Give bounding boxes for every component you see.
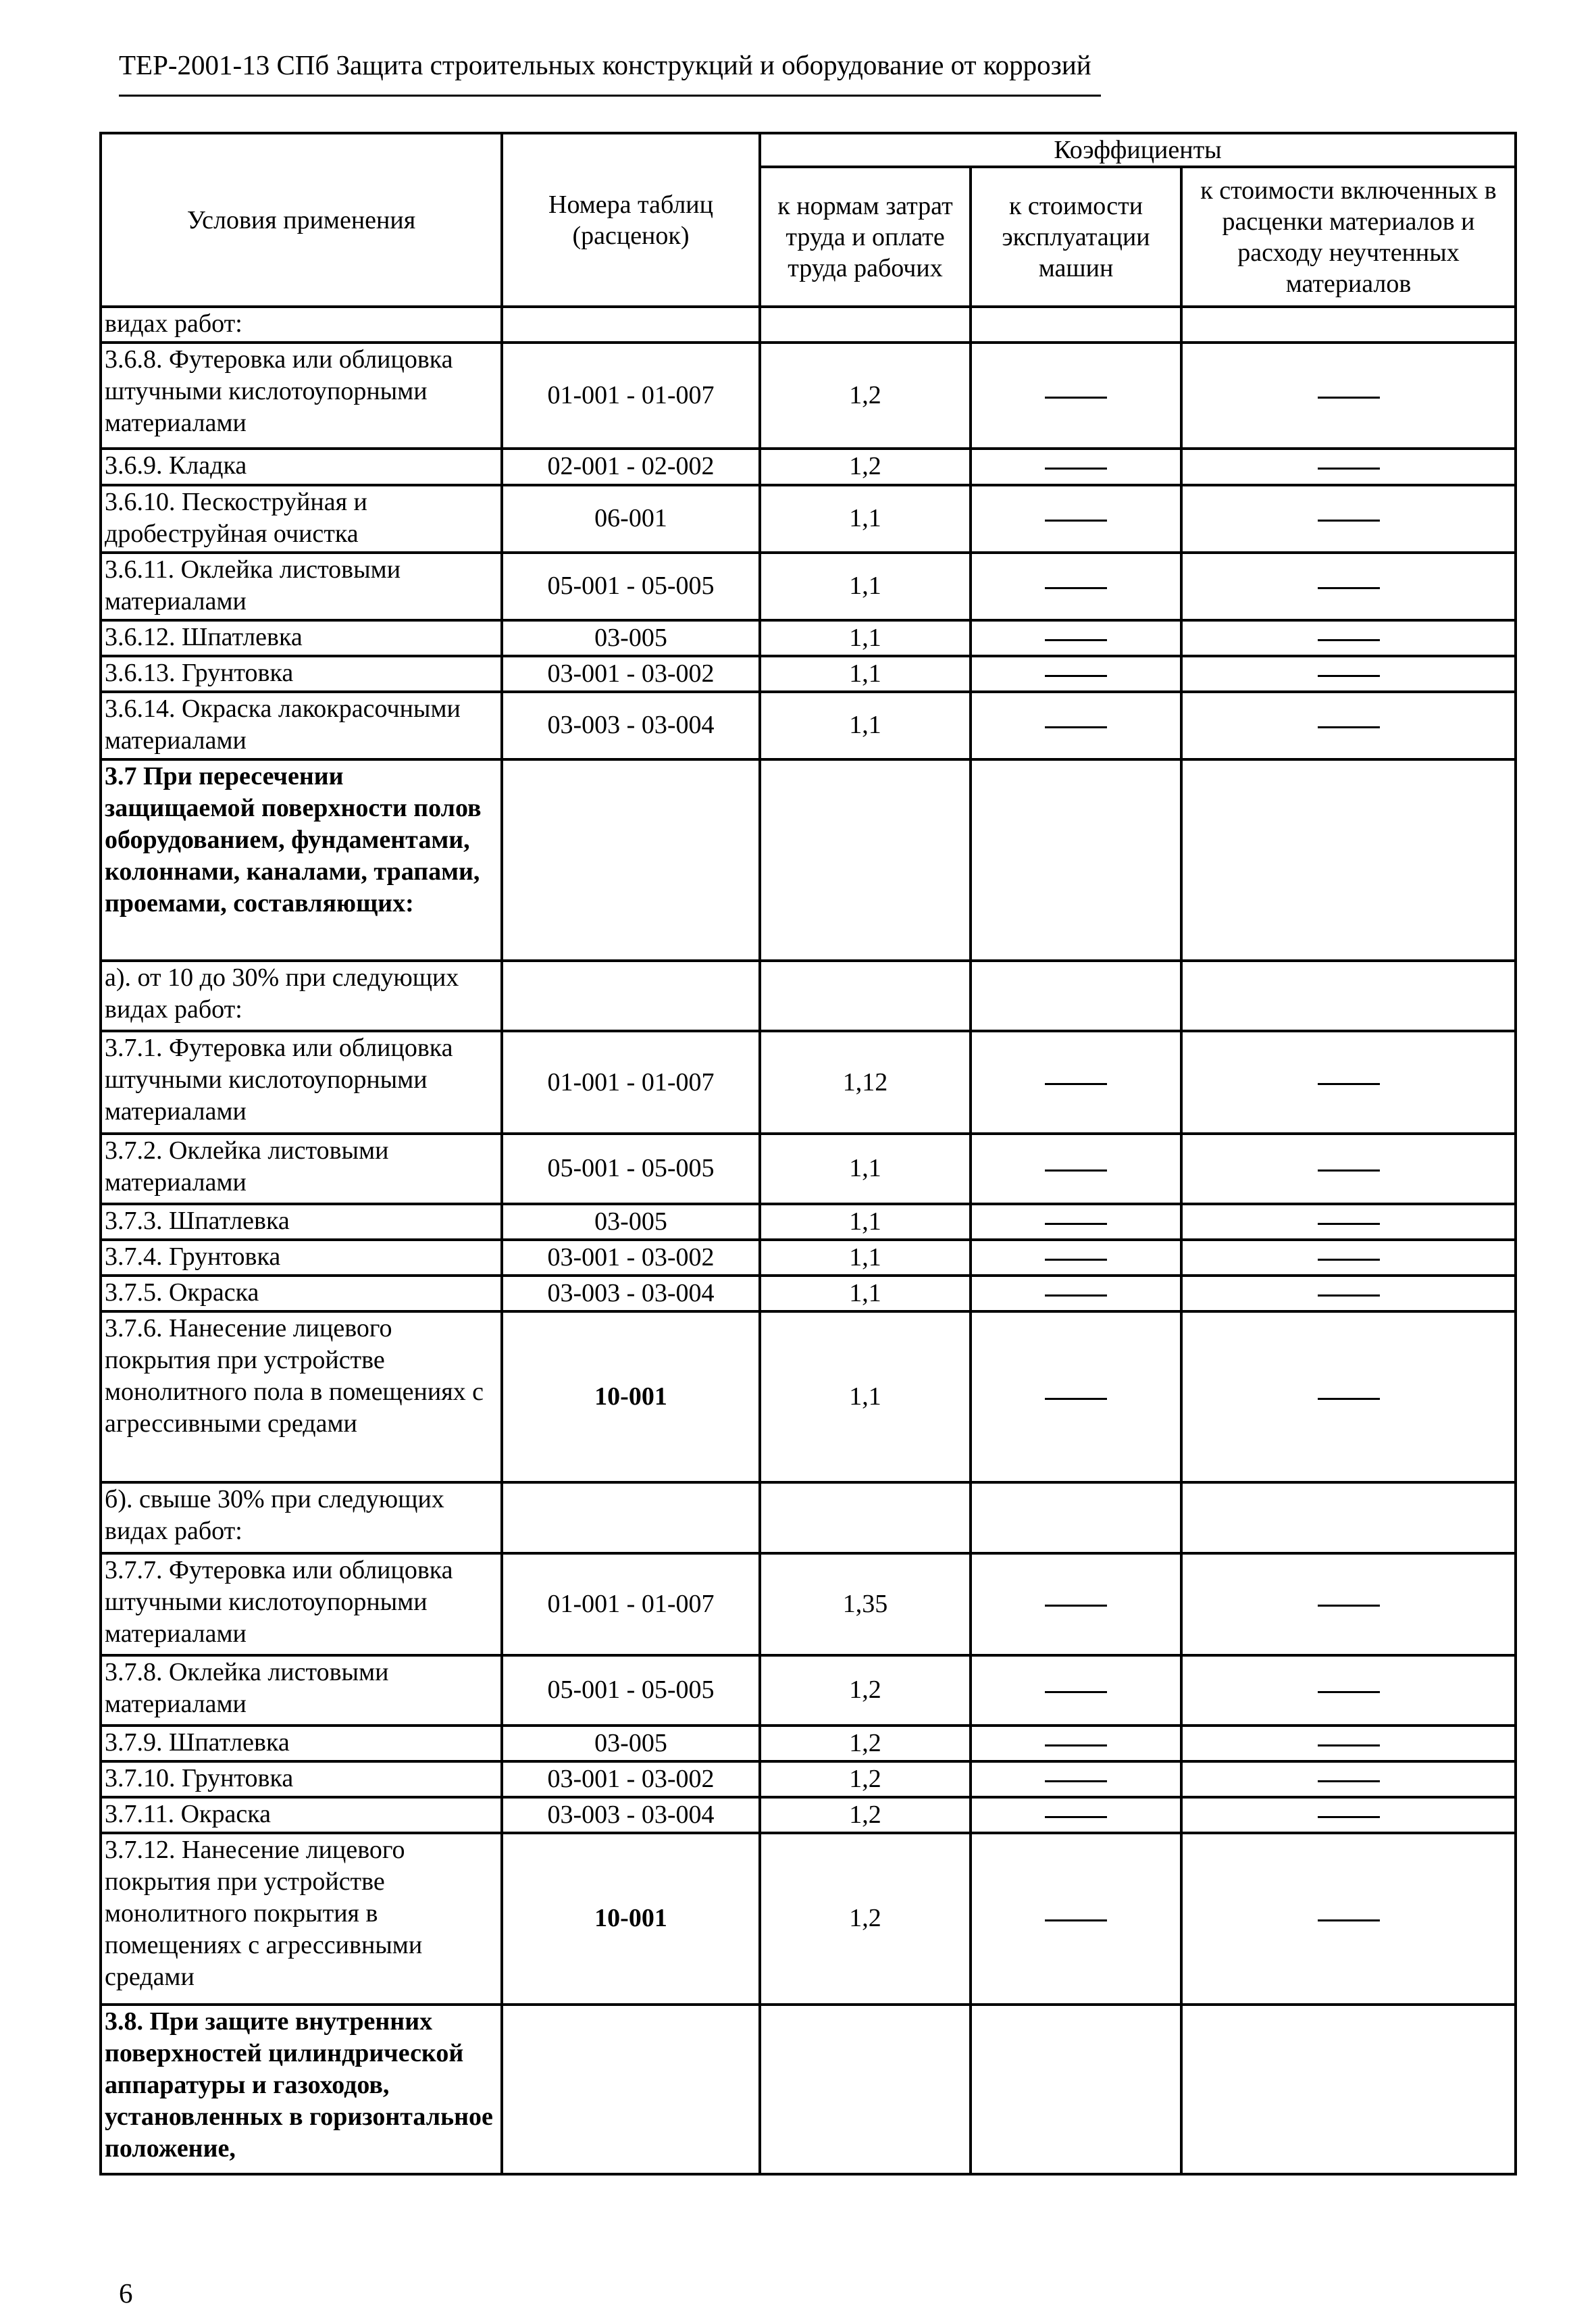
table-row — [101, 553, 1516, 620]
coefficients-table — [99, 132, 1517, 2175]
cell-condition: 3.6.8. Футеровка или облицовка штучными кислотоупорными материалами — [101, 343, 502, 449]
cell-materials-coefficient — [1181, 620, 1516, 656]
cell-materials-coefficient — [1181, 1240, 1516, 1276]
dash-mark — [1045, 1919, 1107, 1921]
cell-table-numbers: 10-001 — [502, 1311, 760, 1482]
cell-table-numbers: 05-001 - 05-005 — [502, 1134, 760, 1204]
cell-labor-coefficient: 1,1 — [760, 692, 971, 759]
cell-materials-coefficient — [1181, 1276, 1516, 1311]
dash-mark — [1318, 587, 1380, 589]
cell-labor-coefficient: 1,1 — [760, 1240, 971, 1276]
cell-condition: 3.7.9. Шпатлевка — [101, 1726, 502, 1761]
dash-mark — [1045, 675, 1107, 677]
dash-mark — [1045, 1780, 1107, 1782]
cell-table-numbers: 03-005 — [502, 1204, 760, 1240]
cell-labor-coefficient: 1,12 — [760, 1031, 971, 1133]
cell-machines-coefficient — [971, 620, 1181, 656]
cell-machines-coefficient — [971, 553, 1181, 620]
dash-mark — [1045, 1169, 1107, 1172]
dash-mark — [1318, 1816, 1380, 1818]
header-coefficients: Коэффициенты — [760, 133, 1516, 167]
cell-condition: 3.6.13. Грунтовка — [101, 656, 502, 692]
cell-labor-coefficient: 1,2 — [760, 1797, 971, 1833]
cell-machines-coefficient — [971, 1726, 1181, 1761]
dash-mark — [1318, 1744, 1380, 1746]
dash-mark — [1318, 726, 1380, 728]
dash-mark — [1045, 1223, 1107, 1225]
cell-machines-coefficient — [971, 1311, 1181, 1482]
dash-mark — [1045, 1259, 1107, 1261]
cell-condition: 3.7.10. Грунтовка — [101, 1761, 502, 1797]
cell-condition: 3.7.2. Оклейка листовыми материалами — [101, 1134, 502, 1204]
dash-mark — [1045, 520, 1107, 522]
table-row — [101, 1833, 1516, 2004]
cell-materials-coefficient — [1181, 1553, 1516, 1655]
dash-mark — [1318, 639, 1380, 641]
cell-labor-coefficient — [760, 307, 971, 343]
cell-labor-coefficient: 1,1 — [760, 1204, 971, 1240]
cell-table-numbers — [502, 2005, 760, 2174]
cell-machines-coefficient — [971, 1240, 1181, 1276]
dash-mark — [1045, 1398, 1107, 1400]
dash-mark — [1318, 468, 1380, 470]
cell-materials-coefficient — [1181, 692, 1516, 759]
cell-labor-coefficient: 1,1 — [760, 1311, 971, 1482]
cell-machines-coefficient — [971, 1655, 1181, 1726]
cell-condition: 3.6.10. Пескоструйная и дробеструйная очистка — [101, 485, 502, 553]
table-row — [101, 692, 1516, 759]
table-row — [101, 620, 1516, 656]
dash-mark — [1045, 1691, 1107, 1693]
cell-table-numbers: 03-005 — [502, 1726, 760, 1761]
cell-table-numbers: 01-001 - 01-007 — [502, 1031, 760, 1133]
header-materials: к стоимости включенных в расценки материалов и расходу неучтенных материалов — [1181, 167, 1516, 307]
cell-materials-coefficient — [1181, 1797, 1516, 1833]
dash-mark — [1045, 1083, 1107, 1085]
cell-materials-coefficient — [1181, 759, 1516, 961]
cell-labor-coefficient: 1,2 — [760, 1833, 971, 2004]
table-row — [101, 1761, 1516, 1797]
table-row — [101, 1276, 1516, 1311]
cell-condition: 3.8. При защите внутренних поверхностей цилиндрической аппаратуры и газоходов, установленных в горизонтальное положение, — [101, 2005, 502, 2174]
table-row — [101, 2005, 1516, 2174]
cell-table-numbers: 05-001 - 05-005 — [502, 1655, 760, 1726]
cell-table-numbers: 10-001 — [502, 1833, 760, 2004]
cell-condition: 3.6.14. Окраска лакокрасочными материалами — [101, 692, 502, 759]
cell-machines-coefficient — [971, 1761, 1181, 1797]
coefficients-table-wrapper — [99, 132, 1514, 2175]
cell-table-numbers: 06-001 — [502, 485, 760, 553]
cell-materials-coefficient — [1181, 449, 1516, 484]
cell-machines-coefficient — [971, 343, 1181, 449]
cell-machines-coefficient — [971, 1204, 1181, 1240]
table-row — [101, 1134, 1516, 1204]
cell-machines-coefficient — [971, 961, 1181, 1031]
cell-materials-coefficient — [1181, 1134, 1516, 1204]
cell-materials-coefficient — [1181, 1655, 1516, 1726]
cell-materials-coefficient — [1181, 485, 1516, 553]
cell-labor-coefficient: 1,35 — [760, 1553, 971, 1655]
dash-mark — [1318, 520, 1380, 522]
cell-materials-coefficient — [1181, 1726, 1516, 1761]
dash-mark — [1318, 1691, 1380, 1693]
cell-condition: 3.7.7. Футеровка или облицовка штучными кислотоупорными материалами — [101, 1553, 502, 1655]
dash-mark — [1045, 1605, 1107, 1607]
cell-condition: б). свыше 30% при следующих видах работ: — [101, 1482, 502, 1553]
dash-mark — [1318, 1083, 1380, 1085]
cell-machines-coefficient — [971, 692, 1181, 759]
cell-machines-coefficient — [971, 2005, 1181, 2174]
cell-materials-coefficient — [1181, 343, 1516, 449]
cell-table-numbers: 02-001 - 02-002 — [502, 449, 760, 484]
cell-labor-coefficient: 1,2 — [760, 1655, 971, 1726]
cell-machines-coefficient — [971, 307, 1181, 343]
table-row — [101, 759, 1516, 961]
header-labor: к нормам затрат труда и оплате труда рабочих — [760, 167, 971, 307]
cell-machines-coefficient — [971, 1833, 1181, 2004]
cell-materials-coefficient — [1181, 1311, 1516, 1482]
dash-mark — [1318, 1259, 1380, 1261]
cell-condition: 3.7.12. Нанесение лицевого покрытия при устройстве монолитного покрытия в помещениях с агрессивными средами — [101, 1833, 502, 2004]
table-row — [101, 1311, 1516, 1482]
cell-table-numbers: 05-001 - 05-005 — [502, 553, 760, 620]
cell-machines-coefficient — [971, 1276, 1181, 1311]
cell-materials-coefficient — [1181, 1031, 1516, 1133]
cell-materials-coefficient — [1181, 961, 1516, 1031]
cell-materials-coefficient — [1181, 1204, 1516, 1240]
cell-condition: 3.7.6. Нанесение лицевого покрытия при устройстве монолитного пола в помещениях с агрессивными средами — [101, 1311, 502, 1482]
header-table-numbers: Номера таблиц (расценок) — [502, 133, 760, 307]
table-row — [101, 1726, 1516, 1761]
cell-condition: 3.7.8. Оклейка листовыми материалами — [101, 1655, 502, 1726]
dash-mark — [1045, 1816, 1107, 1818]
cell-table-numbers: 01-001 - 01-007 — [502, 343, 760, 449]
dash-mark — [1045, 1744, 1107, 1746]
cell-machines-coefficient — [971, 1134, 1181, 1204]
dash-mark — [1318, 1294, 1380, 1297]
cell-condition: 3.7.5. Окраска — [101, 1276, 502, 1311]
dash-mark — [1045, 726, 1107, 728]
cell-machines-coefficient — [971, 449, 1181, 484]
cell-materials-coefficient — [1181, 2005, 1516, 2174]
cell-materials-coefficient — [1181, 656, 1516, 692]
header-rule — [119, 95, 1101, 97]
cell-condition: а). от 10 до 30% при следующих видах работ: — [101, 961, 502, 1031]
cell-condition: 3.7.3. Шпатлевка — [101, 1204, 502, 1240]
table-row — [101, 1655, 1516, 1726]
cell-labor-coefficient: 1,2 — [760, 1761, 971, 1797]
dash-mark — [1318, 1780, 1380, 1782]
table-row — [101, 961, 1516, 1031]
cell-labor-coefficient: 1,2 — [760, 1726, 971, 1761]
table-row — [101, 1553, 1516, 1655]
cell-table-numbers: 03-001 - 03-002 — [502, 1240, 760, 1276]
table-body — [101, 307, 1516, 2174]
cell-materials-coefficient — [1181, 1482, 1516, 1553]
cell-labor-coefficient: 1,1 — [760, 656, 971, 692]
cell-table-numbers: 03-003 - 03-004 — [502, 1276, 760, 1311]
cell-labor-coefficient: 1,2 — [760, 343, 971, 449]
dash-mark — [1045, 1294, 1107, 1297]
cell-table-numbers — [502, 307, 760, 343]
cell-table-numbers: 03-001 - 03-002 — [502, 656, 760, 692]
table-row — [101, 1031, 1516, 1133]
dash-mark — [1318, 397, 1380, 399]
cell-materials-coefficient — [1181, 307, 1516, 343]
cell-table-numbers — [502, 1482, 760, 1553]
cell-labor-coefficient — [760, 759, 971, 961]
table-row — [101, 343, 1516, 449]
cell-machines-coefficient — [971, 485, 1181, 553]
cell-machines-coefficient — [971, 1482, 1181, 1553]
cell-labor-coefficient — [760, 961, 971, 1031]
table-row — [101, 485, 1516, 553]
cell-machines-coefficient — [971, 1553, 1181, 1655]
cell-table-numbers: 03-003 - 03-004 — [502, 692, 760, 759]
cell-condition: видах работ: — [101, 307, 502, 343]
cell-materials-coefficient — [1181, 1761, 1516, 1797]
dash-mark — [1318, 1223, 1380, 1225]
header-machines: к стоимости эксплуатации машин — [971, 167, 1181, 307]
cell-machines-coefficient — [971, 759, 1181, 961]
cell-machines-coefficient — [971, 1797, 1181, 1833]
cell-labor-coefficient: 1,1 — [760, 485, 971, 553]
table-row — [101, 1240, 1516, 1276]
cell-table-numbers: 03-005 — [502, 620, 760, 656]
cell-materials-coefficient — [1181, 1833, 1516, 2004]
cell-labor-coefficient: 1,2 — [760, 449, 971, 484]
cell-table-numbers: 03-001 - 03-002 — [502, 1761, 760, 1797]
dash-mark — [1318, 1169, 1380, 1172]
table-row — [101, 1797, 1516, 1833]
dash-mark — [1045, 397, 1107, 399]
cell-table-numbers — [502, 961, 760, 1031]
table-row — [101, 656, 1516, 692]
dash-mark — [1318, 675, 1380, 677]
header-conditions: Условия применения — [101, 133, 502, 307]
cell-condition: 3.6.12. Шпатлевка — [101, 620, 502, 656]
dash-mark — [1318, 1919, 1380, 1921]
cell-labor-coefficient — [760, 1482, 971, 1553]
cell-table-numbers: 01-001 - 01-007 — [502, 1553, 760, 1655]
dash-mark — [1318, 1398, 1380, 1400]
cell-labor-coefficient: 1,1 — [760, 1134, 971, 1204]
cell-condition: 3.6.9. Кладка — [101, 449, 502, 484]
cell-machines-coefficient — [971, 656, 1181, 692]
cell-labor-coefficient: 1,1 — [760, 1276, 971, 1311]
table-row — [101, 1204, 1516, 1240]
dash-mark — [1045, 639, 1107, 641]
cell-table-numbers: 03-003 - 03-004 — [502, 1797, 760, 1833]
dash-mark — [1318, 1605, 1380, 1607]
page-number: 6 — [119, 2278, 133, 2309]
cell-condition: 3.6.11. Оклейка листовыми материалами — [101, 553, 502, 620]
cell-labor-coefficient: 1,1 — [760, 553, 971, 620]
dash-mark — [1045, 468, 1107, 470]
dash-mark — [1045, 587, 1107, 589]
cell-table-numbers — [502, 759, 760, 961]
table-row — [101, 1482, 1516, 1553]
table-row — [101, 449, 1516, 484]
cell-labor-coefficient — [760, 2005, 971, 2174]
cell-condition: 3.7 При пересечении защищаемой поверхности полов оборудованием, фундаментами, колоннами, каналами, трапами, проемами, составляющих: — [101, 759, 502, 961]
cell-machines-coefficient — [971, 1031, 1181, 1133]
page-header-title: ТЕР-2001-13 СПб Защита строительных конструкций и оборудование от коррозий — [119, 49, 1091, 80]
cell-condition: 3.7.11. Окраска — [101, 1797, 502, 1833]
cell-labor-coefficient: 1,1 — [760, 620, 971, 656]
cell-materials-coefficient — [1181, 553, 1516, 620]
cell-condition: 3.7.4. Грунтовка — [101, 1240, 502, 1276]
table-row — [101, 307, 1516, 343]
cell-condition: 3.7.1. Футеровка или облицовка штучными кислотоупорными материалами — [101, 1031, 502, 1133]
